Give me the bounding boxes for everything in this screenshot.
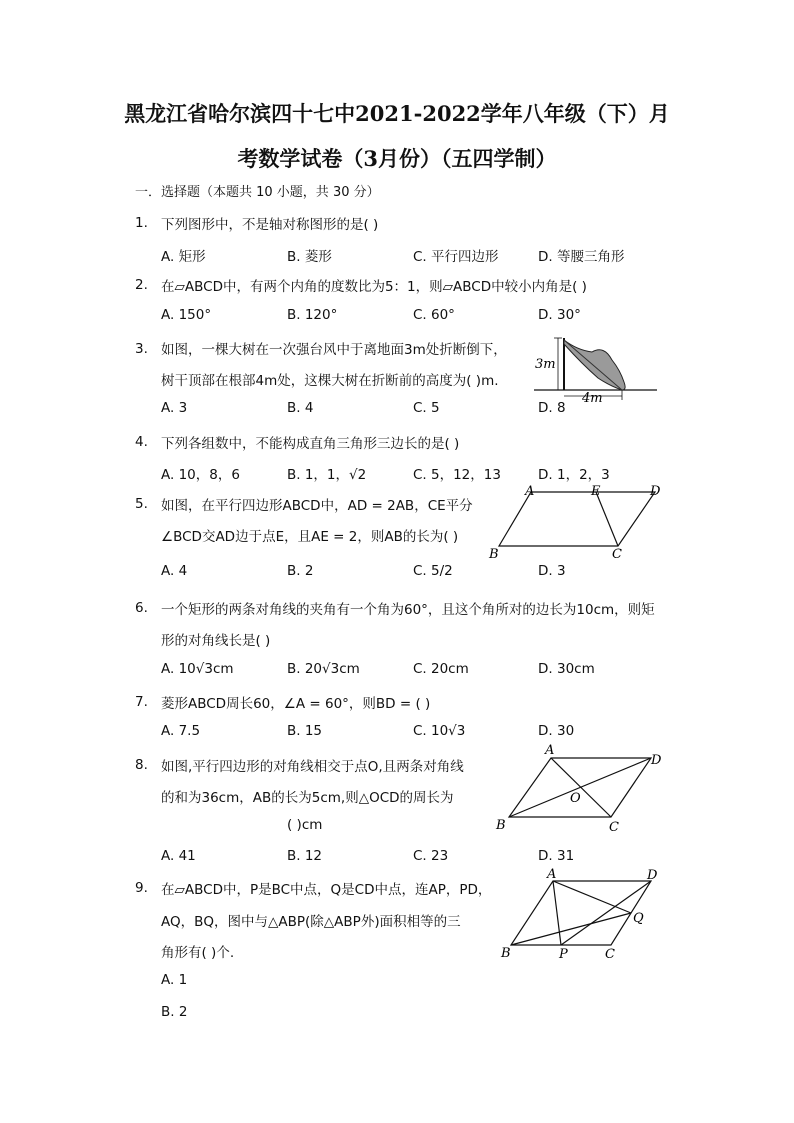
q4-option-a[interactable]: A. 10，8，6 [161,467,240,483]
q3-stem-line1: 如图，一棵大树在一次强台风中于离地面3m处折断倒下， [161,342,507,358]
q8-option-d[interactable]: D. 31 [538,848,575,864]
q2-option-b[interactable]: B. 120° [287,307,338,323]
q2-option-a[interactable]: A. 150° [161,307,212,323]
q4-number: 4. [135,434,148,450]
label-c: C [612,547,622,562]
q5-stem-line2: ∠BCD交AD边于点E，且AE = 2，则AB的长为( ) [161,529,459,545]
q1-number: 1. [135,215,148,231]
q3-number: 3. [135,341,148,357]
q9-number: 9. [135,880,148,896]
q4-stem: 下列各组数中，不能构成直角三角形三边长的是( ) [161,436,460,452]
label-d: D [651,753,662,768]
title-line-1: 黑龙江省哈尔滨四十七中2021-2022学年八年级（下）月 [124,101,670,126]
q2-option-d[interactable]: D. 30° [538,307,581,323]
segment-ce [596,492,618,546]
q9-option-b[interactable]: B. 2 [161,1004,188,1020]
q6-option-b[interactable]: B. 20√3cm [287,661,360,677]
q5-option-d[interactable]: D. 3 [538,563,566,579]
label-b: B [496,818,506,833]
tree-figure [532,330,662,405]
q8-number: 8. [135,757,148,773]
label-e: E [591,484,601,499]
q8-stem-line3: ( )cm [287,817,323,833]
q6-option-c[interactable]: C. 20cm [413,661,469,677]
q6-option-a[interactable]: A. 10√3cm [161,661,234,677]
q1-stem: 下列图形中，不是轴对称图形的是( ) [161,217,379,233]
title-line-2: 考数学试卷（3月份）（五四学制） [237,146,557,171]
q1-option-b[interactable]: B. 菱形 [287,249,332,265]
q7-option-b[interactable]: B. 15 [287,723,323,739]
label-d: D [650,484,661,499]
label-o: O [570,791,581,806]
label-c: C [609,820,619,834]
label-d: D [647,868,658,883]
tree-height-label: 3m [535,357,556,372]
q5-option-c[interactable]: C. 5/2 [413,563,453,579]
q4-option-c[interactable]: C. 5，12，13 [413,467,501,483]
label-b: B [501,946,511,961]
q6-option-d[interactable]: D. 30cm [538,661,595,677]
q9-stem-line1: 在▱ABCD中，P是BC中点，Q是CD中点，连AP，PD， [161,882,492,898]
q9-option-a[interactable]: A. 1 [161,972,188,988]
q7-stem: 菱形ABCD周长60，∠A = 60°，则BD = ( ) [161,696,431,712]
q8-stem-line1: 如图,平行四边形的对角线相交于点O,且两条对角线 [161,759,464,775]
q3-option-b[interactable]: B. 4 [287,400,314,416]
parallelogram-figure-q5 [487,482,667,562]
q5-option-b[interactable]: B. 2 [287,563,314,579]
q5-number: 5. [135,496,148,512]
q1-option-d[interactable]: D. 等腰三角形 [538,249,625,265]
q7-option-a[interactable]: A. 7.5 [161,723,201,739]
segment-aq [553,881,631,913]
label-b: B [489,547,499,562]
q7-number: 7. [135,694,148,710]
label-a: A [547,867,557,882]
q5-option-a[interactable]: A. 4 [161,563,188,579]
q8-stem-line2: 的和为36cm，AB的长为5cm,则△OCD的周长为 [161,790,454,806]
label-q: Q [633,911,644,926]
label-c: C [605,947,615,962]
q8-option-a[interactable]: A. 41 [161,848,196,864]
q1-option-c[interactable]: C. 平行四边形 [413,249,499,265]
q1-option-a[interactable]: A. 矩形 [161,249,206,265]
q8-option-c[interactable]: C. 23 [413,848,449,864]
q2-option-c[interactable]: C. 60° [413,307,455,323]
q6-stem-line2: 形的对角线长是( ) [161,633,271,649]
q2-number: 2. [135,277,148,293]
q3-option-d[interactable]: D. 8 [538,400,566,416]
q7-option-c[interactable]: C. 10√3 [413,723,466,739]
q4-option-b[interactable]: B. 1，1，√2 [287,467,367,483]
q6-number: 6. [135,600,148,616]
q9-stem-line3: 角形有( )个. [161,945,235,961]
q4-option-d[interactable]: D. 1，2，3 [538,467,610,483]
q9-stem-line2: AQ，BQ，图中与△ABP(除△ABP外)面积相等的三 [161,914,461,930]
label-p: P [559,947,568,962]
segment-ap [553,881,561,945]
label-a: A [545,743,555,758]
q3-option-a[interactable]: A. 3 [161,400,188,416]
q6-stem-line1: 一个矩形的两条对角线的夹角有一个角为60°，且这个角所对的边长为10cm，则矩 [161,602,655,618]
tree-ground-label: 4m [582,391,603,405]
q8-option-b[interactable]: B. 12 [287,848,323,864]
q3-stem-line2: 树干顶部在根部4m处，这棵大树在折断前的高度为( )m. [161,373,499,389]
q5-stem-line1: 如图，在平行四边形ABCD中，AD = 2AB，CE平分 [161,498,473,514]
section-heading: 一．选择题（本题共 10 小题，共 30 分） [135,185,380,200]
parallelogram-figure-q8 [493,742,668,834]
label-a: A [525,484,535,499]
parallelogram-figure-q9 [497,866,667,962]
q7-option-d[interactable]: D. 30 [538,723,575,739]
q3-option-c[interactable]: C. 5 [413,400,440,416]
parallelogram-abcd [499,492,655,546]
q2-stem: 在▱ABCD中，有两个内角的度数比为5：1，则▱ABCD中较小内角是( ) [161,279,587,295]
